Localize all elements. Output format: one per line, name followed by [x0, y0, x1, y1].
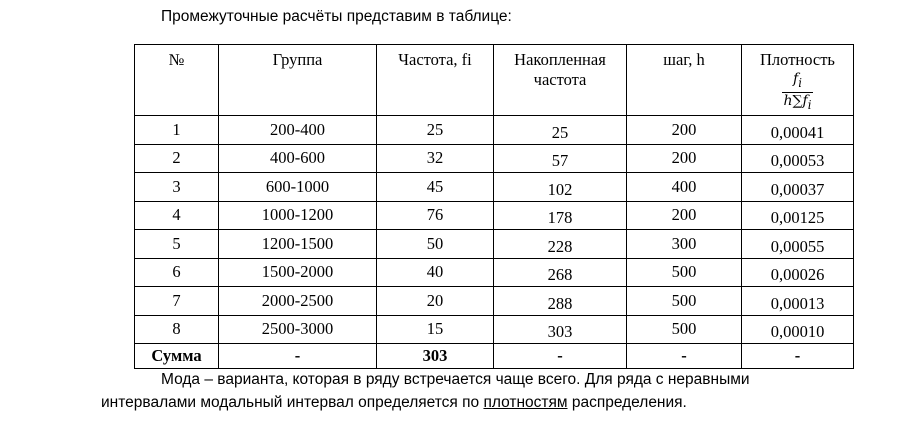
cell-step: 500 — [627, 258, 742, 287]
densities-link[interactable]: плотностям — [483, 394, 568, 411]
cell-density: 0,00053 — [742, 144, 854, 173]
total-step: - — [627, 344, 742, 369]
cell-step: 400 — [627, 173, 742, 202]
cell-cumulative: 228 — [494, 230, 627, 259]
total-row — [135, 344, 854, 369]
cell-cumulative: 25 — [494, 116, 627, 145]
cell-step: 500 — [627, 315, 742, 344]
total-density: - — [742, 344, 854, 369]
cell-number: 8 — [135, 315, 219, 344]
cell-number: 1 — [135, 116, 219, 145]
cell-number: 3 — [135, 173, 219, 202]
header-frequency: Частота, fi — [377, 45, 494, 116]
cell-number: 7 — [135, 287, 219, 316]
outro-paragraph — [101, 368, 821, 414]
cell-density: 0,00041 — [742, 116, 854, 145]
cell-frequency: 20 — [377, 287, 494, 316]
cell-frequency: 40 — [377, 258, 494, 287]
cell-step: 200 — [627, 201, 742, 230]
cell-group: 2500-3000 — [219, 315, 377, 344]
cell-density: 0,00055 — [742, 230, 854, 259]
cell-frequency: 25 — [377, 116, 494, 145]
cell-group: 200-400 — [219, 116, 377, 145]
outro-line-2: интервалами модальный интервал определяется по плотностям распределения. — [101, 394, 687, 411]
cell-density: 0,00026 — [742, 258, 854, 287]
cell-step: 300 — [627, 230, 742, 259]
header-density — [742, 45, 854, 116]
total-frequency: 303 — [377, 344, 494, 369]
cell-number: 6 — [135, 258, 219, 287]
cell-step: 200 — [627, 144, 742, 173]
table-row — [135, 201, 854, 230]
header-cumulative-frequency: Накопленная частота — [494, 45, 627, 116]
cell-frequency: 76 — [377, 201, 494, 230]
table-row — [135, 173, 854, 202]
table-header-row — [135, 45, 854, 116]
table-row — [135, 144, 854, 173]
cell-number: 2 — [135, 144, 219, 173]
header-step: шаг, h — [627, 45, 742, 116]
cell-number: 5 — [135, 230, 219, 259]
density-formula — [782, 71, 814, 114]
intro-text: Промежуточные расчёты представим в таблице: — [161, 8, 512, 25]
table-row — [135, 116, 854, 145]
formula-denominator: $h\sum f_i$ — [783, 92, 812, 112]
total-label: Сумма — [135, 344, 219, 369]
cell-step: 500 — [627, 287, 742, 316]
total-cumulative: - — [494, 344, 627, 369]
cell-frequency: 32 — [377, 144, 494, 173]
cell-step: 200 — [627, 116, 742, 145]
cell-group: 1000-1200 — [219, 201, 377, 230]
cell-cumulative: 288 — [494, 287, 627, 316]
cell-frequency: 45 — [377, 173, 494, 202]
cell-density: 0,00125 — [742, 201, 854, 230]
total-group: - — [219, 344, 377, 369]
cell-density: 0,00010 — [742, 315, 854, 344]
table-row — [135, 258, 854, 287]
header-number: № — [135, 45, 219, 116]
cell-cumulative: 57 — [494, 144, 627, 173]
cell-group: 400-600 — [219, 144, 377, 173]
cell-cumulative: 102 — [494, 173, 627, 202]
cell-density: 0,00037 — [742, 173, 854, 202]
header-density-label: Плотность — [760, 50, 835, 69]
cell-cumulative: 303 — [494, 315, 627, 344]
table-row — [135, 230, 854, 259]
cell-number: 4 — [135, 201, 219, 230]
cell-frequency: 15 — [377, 315, 494, 344]
calculation-table — [134, 44, 854, 369]
cell-cumulative: 268 — [494, 258, 627, 287]
table-row — [135, 315, 854, 344]
outro-line-1: Мода – варианта, которая в ряду встречается чаще всего. Для ряда с неравными — [161, 371, 750, 388]
formula-numerator: $f_i$ — [793, 71, 802, 90]
table-row — [135, 287, 854, 316]
cell-group: 1500-2000 — [219, 258, 377, 287]
cell-density: 0,00013 — [742, 287, 854, 316]
cell-cumulative: 178 — [494, 201, 627, 230]
header-group: Группа — [219, 45, 377, 116]
cell-group: 600-1000 — [219, 173, 377, 202]
cell-group: 1200-1500 — [219, 230, 377, 259]
cell-group: 2000-2500 — [219, 287, 377, 316]
cell-frequency: 50 — [377, 230, 494, 259]
